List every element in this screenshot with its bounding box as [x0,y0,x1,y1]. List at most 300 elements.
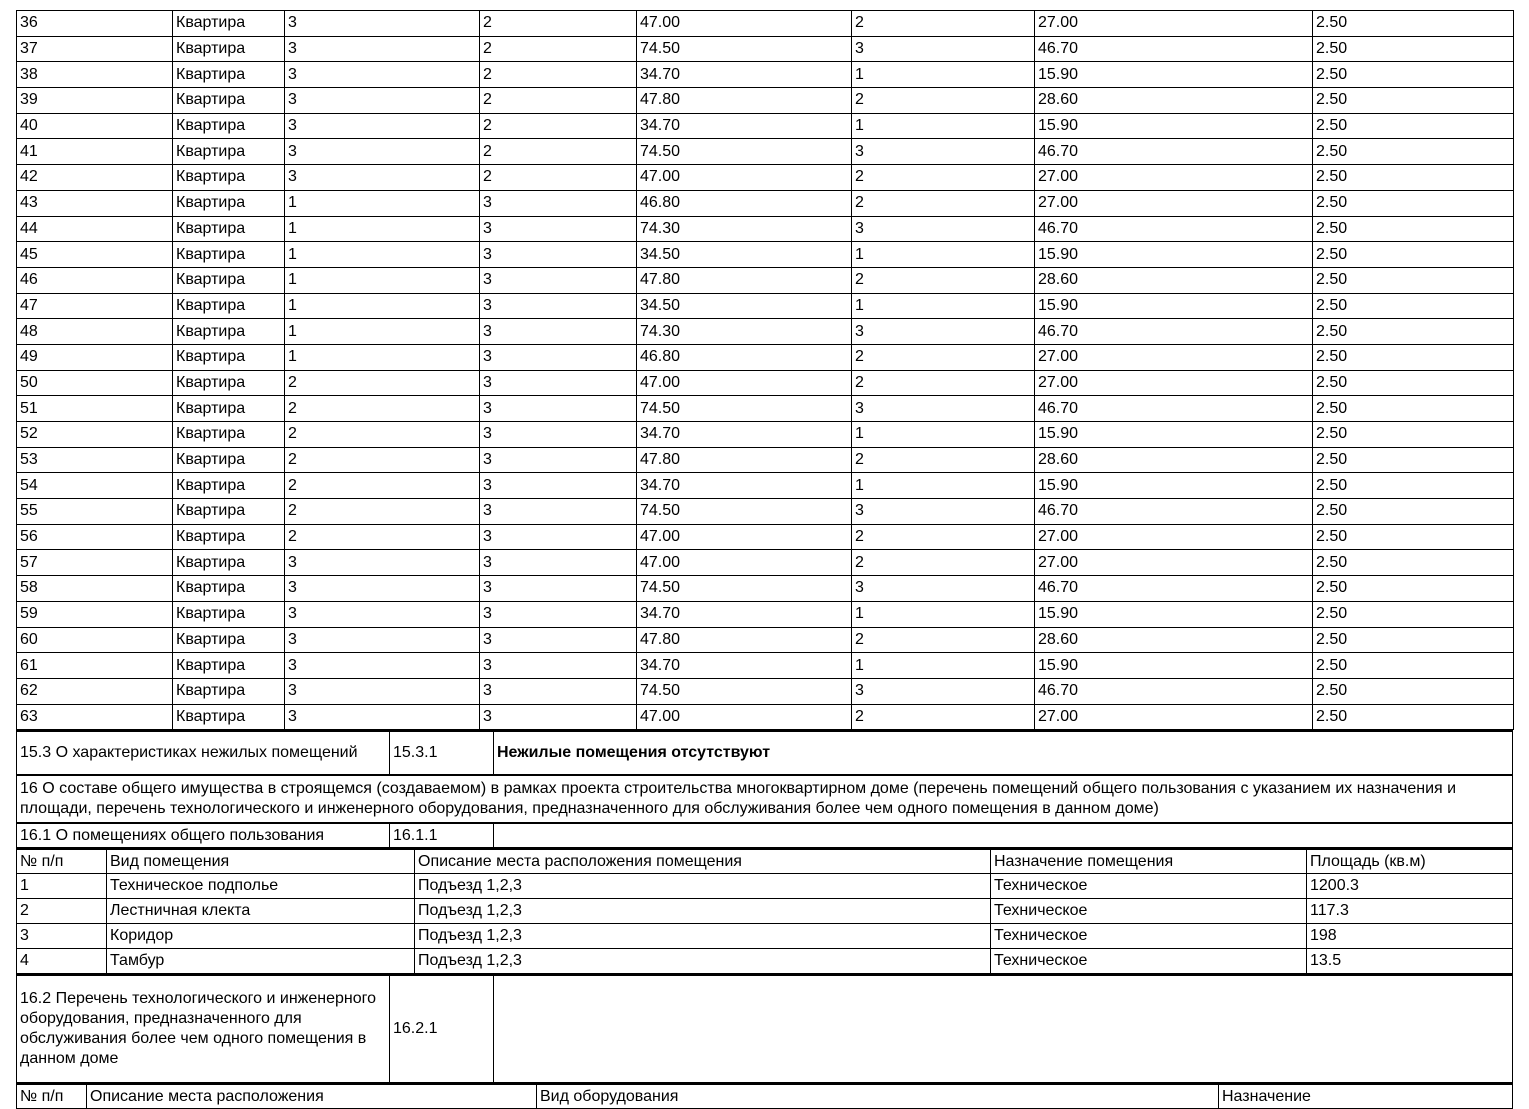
apt-number: 57 [17,550,173,576]
apt-ceiling-height: 2.50 [1313,627,1514,653]
apt-living-area: 46.70 [1035,576,1313,602]
table-row [17,165,1514,191]
apt-ceiling-height: 2.50 [1313,165,1514,191]
apt-type: Квартира [173,216,285,242]
apt-total-area: 74.30 [637,319,852,345]
apt-living-area: 15.90 [1035,653,1313,679]
apt-ceiling-height: 2.50 [1313,344,1514,370]
apt-total-area: 74.50 [637,576,852,602]
apt-rooms: 3 [852,396,1035,422]
apt-number: 50 [17,370,173,396]
apt-floor: 3 [480,499,637,525]
apt-ceiling-height: 2.50 [1313,447,1514,473]
apt-type: Квартира [173,704,285,730]
apt-type: Квартира [173,88,285,114]
apt-type: Квартира [173,293,285,319]
apt-ceiling-height: 2.50 [1313,319,1514,345]
apt-type: Квартира [173,242,285,268]
apt-rooms: 3 [852,499,1035,525]
table-row [17,678,1514,704]
apt-total-area: 34.70 [637,601,852,627]
room-area: 117.3 [1307,899,1513,924]
room-type: Тамбур [107,949,415,974]
apt-rooms: 2 [852,704,1035,730]
apt-floor: 3 [480,576,637,602]
apt-ceiling-height: 2.50 [1313,370,1514,396]
room-area: 1200.3 [1307,874,1513,899]
nonresidential-section [16,730,1513,848]
table-row [17,216,1514,242]
apt-number: 55 [17,499,173,525]
apt-entrance: 1 [285,190,480,216]
apt-rooms: 2 [852,370,1035,396]
apt-type: Квартира [173,627,285,653]
apt-ceiling-height: 2.50 [1313,653,1514,679]
apt-entrance: 3 [285,165,480,191]
apt-ceiling-height: 2.50 [1313,396,1514,422]
apt-type: Квартира [173,601,285,627]
apt-total-area: 46.80 [637,344,852,370]
room-type: Техническое подполье [107,874,415,899]
apt-living-area: 28.60 [1035,267,1313,293]
apt-total-area: 47.00 [637,524,852,550]
apt-floor: 3 [480,293,637,319]
section-16-1-code: 16.1.1 [390,823,494,847]
section-16-1-label: 16.1 О помещениях общего пользования [17,823,390,847]
table-row [17,550,1514,576]
section-15-3-label: 15.3 О характеристиках нежилых помещений [17,731,390,775]
apt-number: 42 [17,165,173,191]
apt-living-area: 27.00 [1035,550,1313,576]
apt-ceiling-height: 2.50 [1313,601,1514,627]
apt-total-area: 74.50 [637,139,852,165]
apt-type: Квартира [173,36,285,62]
apt-entrance: 1 [285,267,480,293]
apt-living-area: 46.70 [1035,396,1313,422]
apt-total-area: 34.70 [637,653,852,679]
apt-entrance: 2 [285,473,480,499]
apt-living-area: 27.00 [1035,344,1313,370]
room-number: 1 [17,874,107,899]
document [16,10,1513,1109]
apt-ceiling-height: 2.50 [1313,113,1514,139]
apt-number: 37 [17,36,173,62]
column-header: Вид оборудования [537,1084,1219,1109]
apt-number: 49 [17,344,173,370]
room-type: Лестничная клекта [107,899,415,924]
column-header: № п/п [17,849,107,874]
apartments-table [16,10,1514,730]
table-row [17,62,1514,88]
apt-number: 51 [17,396,173,422]
apt-entrance: 3 [285,113,480,139]
table-row [17,344,1514,370]
table-row [17,370,1514,396]
apt-type: Квартира [173,139,285,165]
apt-entrance: 3 [285,550,480,576]
apt-ceiling-height: 2.50 [1313,473,1514,499]
apt-floor: 3 [480,550,637,576]
apt-total-area: 47.80 [637,267,852,293]
apt-entrance: 2 [285,447,480,473]
apt-total-area: 34.70 [637,62,852,88]
apt-rooms: 2 [852,344,1035,370]
apt-floor: 3 [480,242,637,268]
apt-total-area: 34.70 [637,113,852,139]
apt-floor: 3 [480,447,637,473]
apt-number: 41 [17,139,173,165]
apt-ceiling-height: 2.50 [1313,36,1514,62]
apt-total-area: 47.80 [637,88,852,114]
apt-entrance: 2 [285,422,480,448]
apt-type: Квартира [173,62,285,88]
table-row [17,499,1514,525]
table-row [17,653,1514,679]
apt-floor: 3 [480,216,637,242]
table-row [17,576,1514,602]
column-header: Назначение [1219,1084,1513,1109]
apt-entrance: 3 [285,576,480,602]
column-header: Описание места расположения [87,1084,537,1109]
apt-ceiling-height: 2.50 [1313,524,1514,550]
apt-total-area: 46.80 [637,190,852,216]
apt-ceiling-height: 2.50 [1313,88,1514,114]
apt-living-area: 28.60 [1035,88,1313,114]
apt-entrance: 3 [285,139,480,165]
apt-ceiling-height: 2.50 [1313,242,1514,268]
table-row [17,36,1514,62]
apt-type: Квартира [173,165,285,191]
table-row [17,396,1514,422]
apt-floor: 3 [480,370,637,396]
apt-living-area: 15.90 [1035,113,1313,139]
table-header-row [17,1084,1513,1109]
apt-rooms: 2 [852,447,1035,473]
apt-type: Квартира [173,653,285,679]
apt-rooms: 3 [852,319,1035,345]
table-row [17,11,1514,37]
apt-total-area: 34.50 [637,242,852,268]
apt-living-area: 46.70 [1035,216,1313,242]
apt-number: 62 [17,678,173,704]
apt-type: Квартира [173,113,285,139]
apt-entrance: 3 [285,704,480,730]
apt-ceiling-height: 2.50 [1313,267,1514,293]
common-rooms-table [16,848,1513,975]
room-purpose: Техническое [991,874,1307,899]
apt-floor: 2 [480,36,637,62]
column-header: Назначение помещения [991,849,1307,874]
apt-ceiling-height: 2.50 [1313,11,1514,37]
apt-number: 59 [17,601,173,627]
apt-living-area: 27.00 [1035,524,1313,550]
room-number: 2 [17,899,107,924]
apt-entrance: 3 [285,678,480,704]
apt-floor: 3 [480,396,637,422]
apt-living-area: 15.90 [1035,293,1313,319]
apt-number: 52 [17,422,173,448]
apt-number: 54 [17,473,173,499]
room-purpose: Техническое [991,949,1307,974]
apt-living-area: 15.90 [1035,473,1313,499]
apt-number: 39 [17,88,173,114]
apt-ceiling-height: 2.50 [1313,62,1514,88]
apt-type: Квартира [173,319,285,345]
apt-total-area: 34.50 [637,293,852,319]
apt-rooms: 1 [852,242,1035,268]
apt-number: 60 [17,627,173,653]
room-location: Подъезд 1,2,3 [415,924,991,949]
apt-entrance: 2 [285,370,480,396]
table-row [17,524,1514,550]
room-purpose: Техническое [991,899,1307,924]
apt-rooms: 2 [852,165,1035,191]
table-row [17,704,1514,730]
apt-living-area: 27.00 [1035,704,1313,730]
apt-floor: 2 [480,113,637,139]
room-location: Подъезд 1,2,3 [415,899,991,924]
apt-entrance: 2 [285,524,480,550]
apt-rooms: 1 [852,62,1035,88]
apt-floor: 3 [480,267,637,293]
room-type: Коридор [107,924,415,949]
table-row [17,113,1514,139]
apt-floor: 3 [480,678,637,704]
table-row [17,601,1514,627]
apt-rooms: 1 [852,601,1035,627]
apt-number: 56 [17,524,173,550]
apt-entrance: 1 [285,293,480,319]
apt-living-area: 46.70 [1035,139,1313,165]
apt-number: 36 [17,11,173,37]
apt-type: Квартира [173,499,285,525]
apt-rooms: 3 [852,678,1035,704]
apt-living-area: 28.60 [1035,627,1313,653]
apt-entrance: 3 [285,36,480,62]
apt-ceiling-height: 2.50 [1313,678,1514,704]
apt-rooms: 2 [852,524,1035,550]
apt-living-area: 46.70 [1035,678,1313,704]
apt-living-area: 28.60 [1035,447,1313,473]
apt-rooms: 2 [852,11,1035,37]
apt-total-area: 47.00 [637,11,852,37]
apt-entrance: 1 [285,242,480,268]
apt-floor: 3 [480,319,637,345]
room-location: Подъезд 1,2,3 [415,874,991,899]
apt-entrance: 2 [285,499,480,525]
apt-type: Квартира [173,422,285,448]
apt-entrance: 3 [285,653,480,679]
table-row [17,874,1513,899]
apt-entrance: 3 [285,11,480,37]
column-header: Площадь (кв.м) [1307,849,1513,874]
apt-rooms: 3 [852,139,1035,165]
apt-rooms: 1 [852,293,1035,319]
table-row [17,267,1514,293]
apt-entrance: 2 [285,396,480,422]
room-area: 198 [1307,924,1513,949]
apt-floor: 2 [480,11,637,37]
apt-total-area: 47.80 [637,627,852,653]
apt-number: 43 [17,190,173,216]
apt-floor: 3 [480,190,637,216]
apt-rooms: 1 [852,422,1035,448]
apt-number: 45 [17,242,173,268]
column-header: Вид помещения [107,849,415,874]
apt-living-area: 46.70 [1035,499,1313,525]
apt-total-area: 34.70 [637,473,852,499]
apt-entrance: 1 [285,216,480,242]
room-area: 13.5 [1307,949,1513,974]
section-16-1-value [494,823,1513,847]
apt-living-area: 15.90 [1035,62,1313,88]
apt-floor: 2 [480,62,637,88]
section-16-2-label: 16.2 Перечень технологического и инженерного оборудования, предназначенного для обслуживания более чем одного помещения в данном доме [17,975,390,1082]
apt-type: Квартира [173,550,285,576]
section-16-2-code: 16.2.1 [390,975,494,1082]
apt-entrance: 1 [285,319,480,345]
apt-floor: 3 [480,601,637,627]
apt-rooms: 1 [852,473,1035,499]
apt-total-area: 47.00 [637,704,852,730]
apt-number: 58 [17,576,173,602]
apt-floor: 3 [480,344,637,370]
apt-living-area: 15.90 [1035,242,1313,268]
apt-ceiling-height: 2.50 [1313,190,1514,216]
apt-number: 46 [17,267,173,293]
apt-ceiling-height: 2.50 [1313,499,1514,525]
apt-total-area: 47.80 [637,447,852,473]
apt-rooms: 3 [852,36,1035,62]
table-row [17,139,1514,165]
apt-rooms: 2 [852,550,1035,576]
apt-type: Квартира [173,11,285,37]
apt-type: Квартира [173,473,285,499]
apt-entrance: 3 [285,62,480,88]
room-number: 3 [17,924,107,949]
apt-total-area: 47.00 [637,370,852,396]
apt-total-area: 74.50 [637,36,852,62]
table-header-row [17,849,1513,874]
apt-rooms: 1 [852,653,1035,679]
equipment-section [16,974,1513,1083]
apt-type: Квартира [173,396,285,422]
apt-rooms: 2 [852,627,1035,653]
section-15-3-value: Нежилые помещения отсутствуют [494,731,1513,775]
apt-total-area: 74.50 [637,499,852,525]
equipment-table [16,1083,1513,1109]
apt-floor: 2 [480,88,637,114]
apt-type: Квартира [173,678,285,704]
table-row [17,924,1513,949]
apt-number: 40 [17,113,173,139]
apt-entrance: 1 [285,344,480,370]
apt-ceiling-height: 2.50 [1313,576,1514,602]
apt-type: Квартира [173,344,285,370]
apt-entrance: 3 [285,627,480,653]
apt-type: Квартира [173,576,285,602]
apt-number: 44 [17,216,173,242]
table-row [17,319,1514,345]
apt-living-area: 27.00 [1035,11,1313,37]
table-row [17,447,1514,473]
table-row [17,627,1514,653]
table-row [17,293,1514,319]
apt-living-area: 15.90 [1035,422,1313,448]
table-row [17,88,1514,114]
table-row [17,949,1513,974]
apt-ceiling-height: 2.50 [1313,550,1514,576]
apt-ceiling-height: 2.50 [1313,216,1514,242]
apt-total-area: 74.50 [637,678,852,704]
room-location: Подъезд 1,2,3 [415,949,991,974]
apt-ceiling-height: 2.50 [1313,139,1514,165]
apt-entrance: 3 [285,88,480,114]
table-row [17,422,1514,448]
table-row [17,190,1514,216]
apt-living-area: 27.00 [1035,190,1313,216]
apt-rooms: 3 [852,216,1035,242]
apt-number: 48 [17,319,173,345]
apt-living-area: 46.70 [1035,319,1313,345]
apt-living-area: 46.70 [1035,36,1313,62]
apt-floor: 3 [480,473,637,499]
apt-type: Квартира [173,267,285,293]
apt-rooms: 3 [852,576,1035,602]
apt-living-area: 27.00 [1035,165,1313,191]
section-16-heading: 16 О составе общего имущества в строящемся (создаваемом) в рамках проекта строительства многоквартирном доме (перечень помещений общего пользования с указанием их назначения и площади, перечень технологического и инженерного оборудования, предназначенного для обслуживания более чем одного помещения в данном доме) [17,775,1513,823]
apt-entrance: 3 [285,601,480,627]
apt-total-area: 74.30 [637,216,852,242]
apt-total-area: 34.70 [637,422,852,448]
apt-total-area: 74.50 [637,396,852,422]
apt-ceiling-height: 2.50 [1313,422,1514,448]
table-row [17,899,1513,924]
apt-floor: 3 [480,524,637,550]
apt-floor: 3 [480,704,637,730]
apt-number: 47 [17,293,173,319]
apt-rooms: 1 [852,113,1035,139]
apt-living-area: 15.90 [1035,601,1313,627]
apt-floor: 2 [480,165,637,191]
apt-number: 38 [17,62,173,88]
apt-type: Квартира [173,447,285,473]
apt-type: Квартира [173,190,285,216]
apt-floor: 3 [480,653,637,679]
apt-floor: 3 [480,422,637,448]
table-row [17,242,1514,268]
apt-floor: 3 [480,627,637,653]
table-row [17,473,1514,499]
apt-number: 63 [17,704,173,730]
section-15-3-code: 15.3.1 [390,731,494,775]
apt-type: Квартира [173,524,285,550]
apt-living-area: 27.00 [1035,370,1313,396]
room-number: 4 [17,949,107,974]
apt-number: 53 [17,447,173,473]
apt-rooms: 2 [852,88,1035,114]
apt-rooms: 2 [852,267,1035,293]
apt-rooms: 2 [852,190,1035,216]
apt-ceiling-height: 2.50 [1313,293,1514,319]
apt-total-area: 47.00 [637,165,852,191]
column-header: № п/п [17,1084,87,1109]
apt-ceiling-height: 2.50 [1313,704,1514,730]
apt-total-area: 47.00 [637,550,852,576]
column-header: Описание места расположения помещения [415,849,991,874]
apt-floor: 2 [480,139,637,165]
room-purpose: Техническое [991,924,1307,949]
